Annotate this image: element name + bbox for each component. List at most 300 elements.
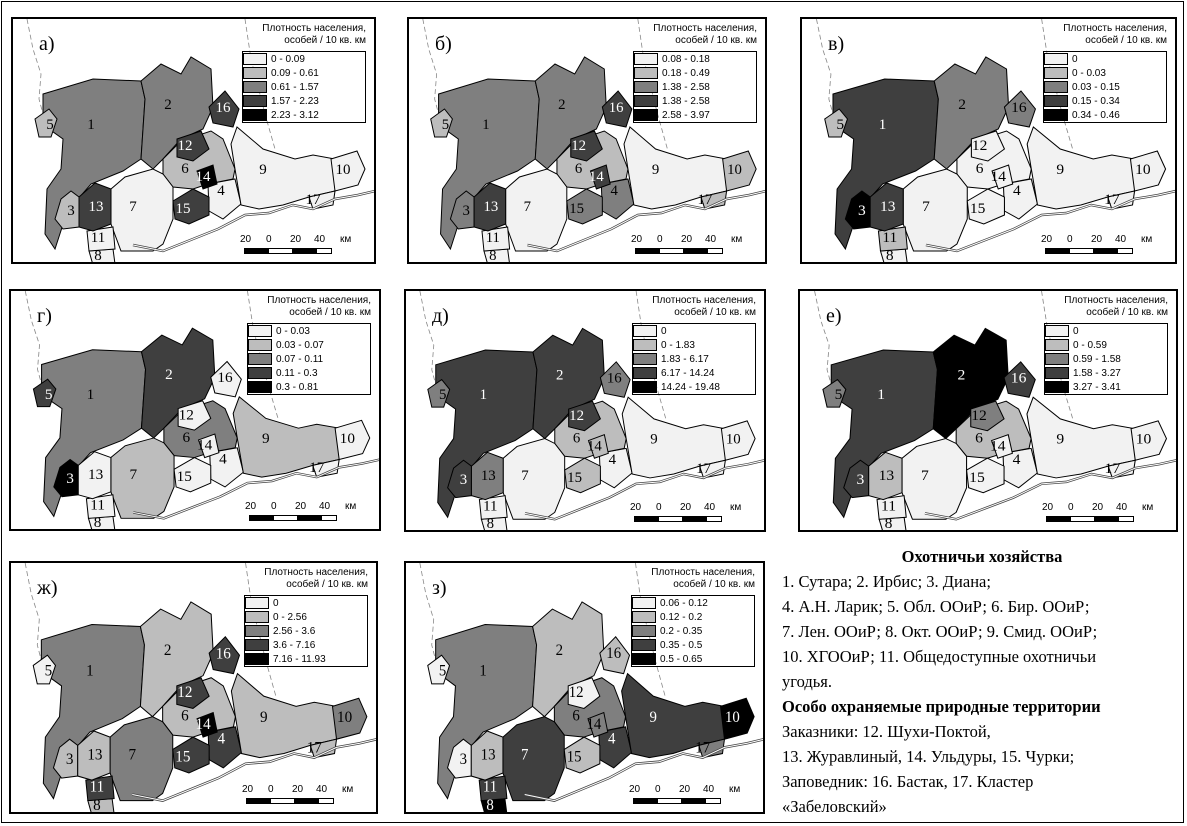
region-number: 6 (572, 708, 580, 725)
region-7 (903, 169, 967, 251)
legend-swatch (634, 53, 658, 65)
region-number: 14 (586, 716, 602, 734)
region-number: 10 (337, 708, 353, 726)
region-7 (111, 169, 173, 251)
legend-row (634, 80, 756, 94)
legend-class-label: 0 - 2.56 (273, 611, 307, 623)
legend-row (1045, 338, 1167, 352)
legend-row (1045, 324, 1167, 338)
scale-segment (321, 515, 337, 521)
region-number: 6 (181, 161, 189, 177)
scale-unit: км (729, 784, 741, 795)
legend-row (248, 324, 370, 338)
legend-row (632, 596, 754, 610)
info-line: угодья. (782, 672, 833, 691)
region-7 (503, 439, 564, 520)
map-panel (9, 289, 381, 531)
scale-tick: 0 (271, 501, 277, 512)
region-8 (880, 249, 907, 264)
region-number: 15 (569, 200, 585, 218)
region-number: 12 (177, 138, 193, 154)
region-number: 9 (259, 162, 267, 178)
region-number: 7 (921, 467, 929, 484)
legend-class-label: 0 (1073, 325, 1079, 337)
region-number: 15 (175, 748, 191, 766)
scale-bar (629, 784, 749, 806)
map-panel (798, 289, 1178, 532)
density-legend (1040, 295, 1168, 395)
region-number: 17 (305, 192, 321, 208)
region-number: 4 (608, 731, 616, 748)
legend-class-label: 0.61 - 1.57 (271, 81, 319, 93)
region-number: 16 (1010, 369, 1027, 387)
legend-swatch (633, 381, 657, 393)
legend-class-label: 0 - 0.59 (1073, 339, 1107, 351)
legend-row (633, 380, 755, 394)
region-number: 4 (1012, 182, 1021, 199)
density-legend (627, 567, 755, 667)
scale-segment (246, 798, 272, 804)
region-number: 4 (1012, 451, 1021, 469)
region-number: 11 (880, 497, 897, 515)
region-number: 8 (93, 515, 102, 532)
legend-classes (242, 51, 366, 123)
region-number: 11 (90, 497, 105, 514)
region-number: 15 (969, 200, 986, 217)
scale-segment (705, 798, 721, 804)
scale-segment (249, 515, 275, 521)
region-number: 4 (217, 730, 226, 748)
legend-swatch (243, 109, 267, 121)
scale-segment (633, 798, 659, 804)
legend-class-label: 1.57 - 2.23 (271, 95, 319, 107)
legend-row (245, 638, 367, 652)
legend-row (1045, 352, 1167, 366)
legend-class-label: 0 (661, 325, 667, 337)
region-number: 6 (182, 430, 191, 446)
legend-swatch (632, 639, 656, 651)
region-number: 17 (309, 460, 325, 477)
region-number: 14 (589, 168, 604, 186)
legend-classes (1044, 323, 1168, 395)
region-number: 15 (176, 469, 192, 485)
region-number: 14 (195, 715, 211, 733)
legend-swatch (243, 95, 267, 107)
region-number: 4 (610, 182, 618, 200)
scale-segment (1094, 516, 1120, 522)
region-number: 10 (724, 709, 740, 726)
legend-row (245, 610, 367, 624)
legend-class-label: 2.23 - 3.12 (271, 109, 319, 121)
legend-swatch (243, 53, 267, 65)
legend-swatch (248, 367, 272, 379)
legend-class-label: 0 (273, 597, 279, 609)
scale-segment (681, 798, 707, 804)
legend-swatch (1045, 325, 1069, 337)
legend-class-label: 0.59 - 1.58 (1073, 353, 1121, 365)
legend-class-label: 0.5 - 0.65 (660, 653, 703, 665)
scale-unit: км (342, 784, 354, 795)
region-7 (503, 717, 564, 801)
legend-row (632, 624, 754, 638)
scale-tick: 20 (1091, 234, 1103, 245)
legend-row (243, 94, 365, 108)
legend-swatch (1045, 339, 1069, 351)
scale-tick: 20 (629, 784, 641, 795)
panel-label: з) (432, 577, 447, 599)
legend-swatch (243, 67, 267, 79)
scale-tick: 20 (1041, 234, 1053, 245)
legend-swatch (1044, 95, 1068, 107)
legend-class-label: 0.11 - 0.3 (276, 367, 318, 379)
scale-segment (634, 516, 660, 522)
scale-tick: 20 (245, 501, 257, 512)
region-number: 3 (67, 203, 75, 219)
legend-class-label: 3.6 - 7.16 (273, 639, 316, 651)
info-title-hunting: Охотничьи хозяйства (901, 547, 1063, 566)
scale-bar (630, 502, 750, 524)
region-number: 5 (46, 117, 54, 133)
region-7 (506, 169, 567, 251)
region-number: 12 (571, 137, 587, 155)
legend-class-label: 2.56 - 3.6 (273, 625, 316, 637)
legend-row (1045, 380, 1167, 394)
legend-class-label: 1.83 - 6.17 (661, 353, 709, 365)
region-number: 14 (197, 437, 213, 454)
legend-row (1044, 94, 1166, 108)
scale-tick: 20 (679, 784, 691, 795)
legend-swatch (1044, 67, 1068, 79)
region-number: 15 (175, 201, 191, 217)
scale-tick: 20 (290, 234, 302, 245)
legend-class-label: 0.03 - 0.07 (276, 339, 324, 351)
scale-segment (268, 248, 294, 254)
region-number: 13 (879, 198, 896, 215)
legend-class-label: 0.09 - 0.61 (271, 67, 319, 79)
legend-row (243, 66, 365, 80)
panel-label: в) (828, 33, 845, 55)
region-number: 12 (971, 137, 988, 154)
scale-tick: 0 (655, 784, 661, 795)
legend-title: Плотность населения, особей / 10 кв. км (1063, 23, 1167, 46)
info-line: Заповедник: 16. Бастак, 17. Кластер (782, 772, 1034, 791)
region-number: 4 (219, 451, 227, 468)
panel-label: г) (37, 305, 52, 327)
region-number: 9 (650, 431, 658, 448)
density-legend (243, 295, 371, 395)
scale-tick: 40 (704, 502, 716, 513)
legend-row (245, 624, 367, 638)
legend-row (632, 610, 754, 624)
legend-swatch (245, 625, 269, 637)
map-panel (800, 17, 1177, 264)
region-number: 8 (885, 247, 894, 264)
scale-unit: км (731, 234, 743, 245)
legend-class-label: 0 - 0.09 (271, 53, 305, 65)
region-number: 5 (836, 116, 845, 133)
scale-segment (292, 248, 318, 254)
scale-segment (658, 516, 684, 522)
scale-segment (270, 798, 296, 804)
region-number: 17 (306, 739, 322, 757)
legend-row (633, 324, 755, 338)
panel-label: д) (432, 305, 449, 327)
scale-segment (1117, 248, 1133, 254)
info-line: 10. ХГООиР; 11. Общедоступные охотничьи (782, 647, 1097, 666)
scale-bar (240, 234, 360, 256)
region-number: 16 (215, 645, 231, 663)
scale-segment (297, 515, 323, 521)
legend-class-label: 0.2 - 0.35 (660, 625, 703, 637)
density-legend (1039, 23, 1167, 123)
info-line: 1. Сутара; 2. Ирбис; 3. Диана; (782, 572, 991, 591)
region-number: 9 (1056, 430, 1065, 448)
region-7 (110, 717, 173, 801)
legend-row (245, 652, 367, 666)
region-8 (481, 799, 507, 814)
region-number: 5 (834, 386, 843, 404)
region-number: 1 (482, 116, 490, 134)
region-number: 8 (486, 516, 495, 533)
region-number: 15 (566, 749, 582, 766)
region-number: 2 (555, 642, 564, 660)
scale-tick: 0 (656, 502, 662, 513)
region-number: 7 (521, 467, 529, 484)
legend-title: Плотность населения, особей / 10 кв. км (651, 567, 755, 590)
region-number: 7 (129, 199, 137, 215)
scale-unit: км (340, 234, 352, 245)
legend-class-label: 0.03 - 0.15 (1072, 81, 1120, 93)
scale-tick: 0 (268, 784, 274, 795)
scale-bar (242, 784, 362, 806)
region-number: 3 (856, 471, 865, 488)
region-number: 16 (215, 100, 231, 116)
legend-title: Плотность населения, особей / 10 кв. км (264, 567, 368, 590)
legend-row (248, 352, 370, 366)
scale-unit: км (730, 502, 742, 513)
region-7 (902, 439, 967, 520)
region-number: 16 (1011, 99, 1027, 116)
scale-segment (1093, 248, 1119, 254)
legend-row (248, 366, 370, 380)
map-panel (404, 289, 766, 532)
info-line: 7. Лен. ООиР; 8. Окт. ООиР; 9. Смид. ООиР; (782, 622, 1098, 641)
region-number: 17 (1104, 460, 1121, 477)
scale-segment (273, 515, 299, 521)
legend-class-label: 0 - 1.83 (661, 339, 695, 351)
region-number: 17 (695, 740, 711, 757)
legend-swatch (633, 367, 657, 379)
legend-class-label: 0 - 0.03 (1072, 67, 1106, 79)
region-number: 14 (990, 168, 1006, 185)
scale-bar (1042, 502, 1162, 524)
legend-class-label: 0 - 0.03 (276, 325, 310, 337)
legend-swatch (634, 95, 658, 107)
scale-segment (707, 248, 723, 254)
scale-segment (657, 798, 683, 804)
legend-class-label: 0.18 - 0.49 (662, 67, 710, 79)
region-number: 13 (480, 747, 496, 764)
legend-class-label: 1.38 - 2.58 (662, 81, 710, 93)
legend-swatch (248, 325, 272, 337)
region-number: 9 (651, 161, 660, 179)
panel-label: б) (435, 33, 452, 55)
region-number: 13 (88, 199, 104, 215)
region-number: 9 (259, 708, 268, 726)
scale-segment (682, 516, 708, 522)
region-number: 11 (485, 229, 500, 247)
legend-swatch (633, 339, 657, 351)
legend-class-label: 1.38 - 2.58 (662, 95, 710, 107)
legend-row (245, 596, 367, 610)
legend-class-label: 0.3 - 0.81 (276, 381, 319, 393)
scale-bar (1041, 234, 1161, 256)
legend-row (1044, 80, 1166, 94)
region-number: 11 (482, 779, 498, 796)
legend-row (1044, 52, 1166, 66)
scale-segment (294, 798, 320, 804)
scale-segment (1046, 516, 1072, 522)
region-number: 7 (520, 747, 529, 764)
density-legend (629, 23, 757, 123)
legend-class-label: 0.34 - 0.46 (1072, 109, 1120, 121)
region-number: 3 (459, 751, 468, 768)
region-number: 7 (128, 746, 137, 764)
region-7 (111, 438, 174, 518)
region-number: 10 (1135, 430, 1152, 448)
info-title-protected: Особо охраняемые природные территории (782, 697, 1101, 716)
legend-row (243, 80, 365, 94)
legend-row (243, 52, 365, 66)
scale-tick: 40 (314, 234, 326, 245)
region-number: 5 (438, 663, 447, 680)
region-number: 10 (727, 161, 742, 179)
info-line: «Забеловский» (782, 797, 887, 816)
legend-class-label: 2.58 - 3.97 (662, 109, 710, 121)
legend-title: Плотность населения, особей / 10 кв. км (267, 295, 371, 318)
region-number: 3 (66, 471, 74, 487)
legend-class-label: 6.17 - 14.24 (661, 367, 715, 379)
scale-tick: 0 (657, 234, 663, 245)
region-number: 13 (87, 746, 103, 764)
legend-swatch (245, 653, 269, 665)
scale-tick: 20 (1042, 502, 1054, 513)
region-number: 6 (975, 160, 984, 177)
legend-swatch (1045, 381, 1069, 393)
region-number: 11 (483, 498, 498, 515)
map-panel (404, 561, 765, 814)
info-legend (782, 544, 1182, 819)
scale-tick: 40 (1116, 502, 1128, 513)
legend-class-label: 3.27 - 3.41 (1073, 381, 1121, 393)
density-legend (240, 567, 368, 667)
region-number: 16 (606, 370, 622, 387)
scale-segment (316, 248, 332, 254)
region-number: 9 (261, 431, 270, 447)
scale-tick: 20 (681, 234, 693, 245)
region-number: 15 (567, 469, 583, 486)
legend-classes (1043, 51, 1167, 123)
region-number: 10 (339, 431, 355, 447)
scale-tick: 20 (295, 501, 307, 512)
panel-label: е) (826, 305, 842, 327)
region-number: 13 (480, 467, 496, 484)
region-number: 12 (177, 684, 193, 702)
legend-classes (632, 323, 756, 395)
legend-title: Плотность населения, особей / 10 кв. км (653, 23, 757, 46)
scale-segment (1045, 248, 1071, 254)
info-line: 4. А.Н. Ларик; 5. Обл. ООиР; 6. Бир. ООиР; (782, 597, 1090, 616)
region-number: 17 (697, 191, 713, 209)
scale-bar (245, 501, 365, 523)
legend-row (633, 366, 755, 380)
scale-bar (631, 234, 751, 256)
scale-segment (1070, 516, 1096, 522)
map-panel (11, 17, 376, 264)
region-number: 16 (217, 370, 233, 387)
region-number: 10 (725, 431, 741, 448)
scale-segment (659, 248, 685, 254)
region-number: 15 (969, 469, 985, 486)
scale-tick: 20 (630, 502, 642, 513)
region-number: 6 (975, 429, 983, 447)
scale-tick: 40 (1115, 234, 1127, 245)
legend-title: Плотность населения, особей / 10 кв. км (262, 23, 366, 46)
legend-swatch (1044, 53, 1068, 65)
legend-class-label: 0.35 - 0.5 (660, 639, 703, 651)
scale-tick: 20 (292, 784, 304, 795)
region-number: 8 (884, 515, 893, 532)
info-line: Заказники: 12. Шухи-Поктой, (782, 722, 991, 741)
legend-row (243, 108, 365, 122)
region-number: 8 (486, 797, 494, 814)
scale-segment (1118, 516, 1134, 522)
region-number: 7 (129, 467, 138, 484)
legend-swatch (634, 81, 658, 93)
region-8 (88, 796, 114, 814)
legend-row (1044, 66, 1166, 80)
density-legend (238, 23, 366, 123)
region-number: 5 (441, 116, 450, 134)
legend-swatch (634, 67, 658, 79)
region-number: 1 (87, 117, 95, 133)
legend-class-label: 7.16 - 11.93 (273, 653, 326, 665)
region-number: 12 (178, 407, 194, 424)
scale-tick: 40 (316, 784, 328, 795)
legend-row (633, 352, 755, 366)
region-8 (879, 517, 906, 532)
region-8 (89, 249, 115, 264)
region-number: 2 (556, 367, 564, 384)
region-8 (484, 249, 510, 264)
scale-segment (318, 798, 334, 804)
legend-swatch (1044, 81, 1068, 93)
region-number: 5 (44, 662, 53, 680)
region-number: 7 (523, 198, 532, 216)
scale-segment (244, 248, 270, 254)
region-number: 12 (569, 407, 585, 424)
legend-row (248, 380, 370, 394)
region-number: 3 (462, 202, 470, 220)
scale-segment (706, 516, 722, 522)
legend-swatch (243, 81, 267, 93)
legend-title: Плотность населения, особей / 10 кв. км (1064, 295, 1168, 318)
region-number: 1 (877, 386, 886, 404)
legend-row (1044, 108, 1166, 122)
region-number: 2 (558, 96, 566, 114)
scale-tick: 20 (240, 234, 252, 245)
legend-row (1045, 366, 1167, 380)
